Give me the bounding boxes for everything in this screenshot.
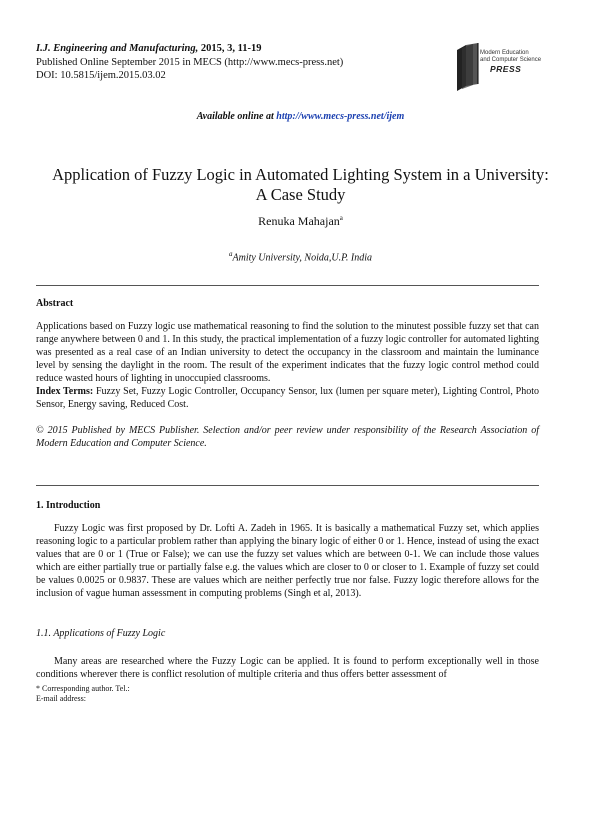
doi-line: DOI: 10.5815/ijem.2015.03.02 (36, 70, 166, 81)
introduction-heading: 1. Introduction (36, 500, 101, 511)
logo-text: Modern Education and Computer Science (480, 50, 542, 63)
journal-link[interactable]: http://www.mecs-press.net/ijem (276, 111, 405, 122)
available-online: Available online at http://www.mecs-press.net/ijem (196, 111, 405, 122)
footnote: * Corresponding author. Tel.: E-mail address: (36, 684, 130, 703)
divider (36, 485, 539, 486)
divider (36, 285, 539, 286)
copyright-notice: © 2015 Published by MECS Publisher. Selection and/or peer review under responsibility of the Research Association of Modern Education and Computer Science. (36, 425, 539, 450)
mecs-press-logo (454, 42, 564, 94)
introduction-text: Fuzzy Logic was first proposed by Dr. Lofti A. Zadeh in 1965. It is basically a mathematical Fuzzy set, which applies reasoning logic to a particular problem rather than applying the binary logic of either 0 or 1. Hence, instead of using the exact values that are 0 or 1 (True or False); we can use the fuzzy set values which are between 0-1. We can include those values which are either partially true or partially false e.g. the values which are closer to 0 or closer to 1. Example of fuzzy set could be values 0.0025 or 0.9837. These are values which are neither perfectly true nor false. Fuzzy logic therefore allows for the inclusion of vague human assessment in computing problems (Singh et al, 2013). (36, 523, 539, 600)
index-terms: Index Terms: Fuzzy Set, Fuzzy Logic Controller, Occupancy Sensor, lux (lumen per square meter), Lighting Control, Photo Sensor, Energy saving, Reduced Cost. (36, 386, 539, 411)
journal-title: I.J. Engineering and Manufacturing, 2015, 3, 11-19 (36, 43, 262, 54)
paper-title: Application of Fuzzy Logic in Automated Lighting System in a University: A Case Study (52, 165, 549, 204)
abstract-text: Applications based on Fuzzy logic use mathematical reasoning to find the solution to the minutest possible fuzzy set that can range anywhere between 0 and 1. In this study, the practical implementation of a fuzzy logic controller for automated lighting was presented as a real case of an Indian university to detect the occupancy in the classroom and maintain the luminance level by sensing the daylight in the room. The result of the experiment indicates that the fuzzy logic control method could reduce wasted hours of lighting in unoccupied classrooms. (36, 321, 539, 385)
published-line: Published Online September 2015 in MECS (http://www.mecs-press.net) (36, 56, 344, 68)
section-heading: 1.1. Applications of Fuzzy Logic (36, 628, 166, 639)
affiliation: $^a$Amity University, Noida,U.P. India (228, 250, 373, 264)
journal-header (36, 42, 343, 83)
author: Renuka Mahajan$^a$ (258, 214, 343, 228)
logo-press: PRESS (490, 64, 522, 74)
section-text: Many areas are researched where the Fuzzy Logic can be applied. It is found to perform exceptionally well in those conditions wherever there is conflict resolution of multiple criteria and thus offers better assessment of (36, 656, 539, 681)
abstract-heading: Abstract (36, 298, 74, 309)
